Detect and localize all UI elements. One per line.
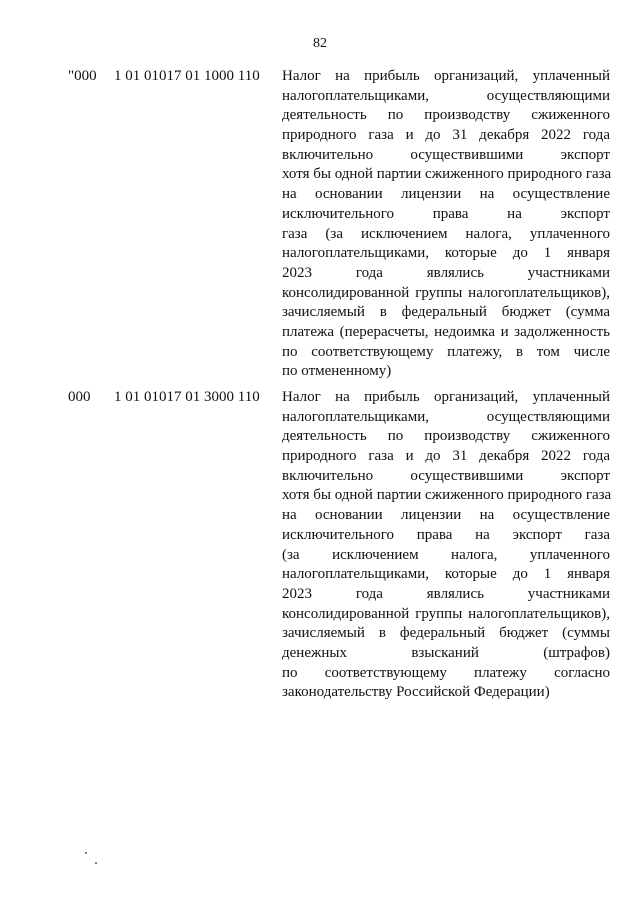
description-line: на основании лицензии на осуществление	[282, 507, 610, 524]
description-line: по отмененному)	[282, 363, 392, 380]
description-line: хотя бы одной партии сжиженного природного газа	[282, 166, 612, 183]
description-line: включительно осуществившими экспорт	[282, 146, 610, 163]
description-line: налогоплательщиками, которые до 1 января	[282, 245, 610, 262]
description-line: платежа (перерасчеты, недоимка и задолженность	[282, 323, 610, 340]
description-line: деятельность по производству сжиженного	[282, 428, 610, 445]
description-line: по соответствующему платежу, в том числе	[282, 343, 610, 360]
description-line: Налог на прибыль организаций, уплаченный	[282, 68, 610, 84]
administrator-code: "000	[68, 68, 97, 84]
description-line: законодательству Российской Федерации)	[282, 684, 550, 701]
description-line: зачисляемый в федеральный бюджет (суммы	[282, 625, 610, 642]
description-line: налогоплательщиками, которые до 1 января	[282, 566, 610, 583]
description-line: природного газа и до 31 декабря 2022 года	[282, 448, 610, 465]
description-line: консолидированной группы налогоплательщиков),	[282, 605, 610, 622]
description-line: налогоплательщиками, осуществляющими	[282, 408, 610, 425]
description-line: налогоплательщиками, осуществляющими	[282, 87, 610, 104]
description-line: на основании лицензии на осуществление	[282, 186, 610, 203]
description-line: исключительного права на экспорт	[282, 205, 610, 222]
description-line: исключительного права на экспорт газа	[282, 526, 610, 543]
scan-speck	[85, 852, 87, 854]
page-number: 82	[313, 36, 327, 51]
description-line: 2023 года являлись участниками	[282, 585, 610, 602]
description-line: по соответствующему платежу согласно	[282, 664, 610, 681]
description-line: денежных взысканий (штрафов)	[282, 644, 610, 661]
scan-speck	[95, 862, 97, 864]
description-line: (за исключением налога, уплаченного	[282, 546, 610, 563]
description-line: консолидированной группы налогоплательщиков),	[282, 284, 610, 301]
budget-classification-code: 1 01 01017 01 1000 110	[114, 68, 260, 84]
description-line: природного газа и до 31 декабря 2022 года	[282, 127, 610, 144]
budget-classification-code: 1 01 01017 01 3000 110	[114, 389, 260, 405]
description-line: Налог на прибыль организаций, уплаченный	[282, 389, 610, 405]
description-line: включительно осуществившими экспорт	[282, 467, 610, 484]
description-line: деятельность по производству сжиженного	[282, 107, 610, 124]
description-line: хотя бы одной партии сжиженного природного газа	[282, 487, 612, 504]
description-line: 2023 года являлись участниками	[282, 264, 610, 281]
administrator-code: 000	[68, 389, 91, 405]
entry-description	[282, 388, 610, 703]
entry-description	[282, 67, 610, 382]
description-line: зачисляемый в федеральный бюджет (сумма	[282, 304, 610, 321]
description-line: газа (за исключением налога, уплаченного	[282, 225, 610, 242]
